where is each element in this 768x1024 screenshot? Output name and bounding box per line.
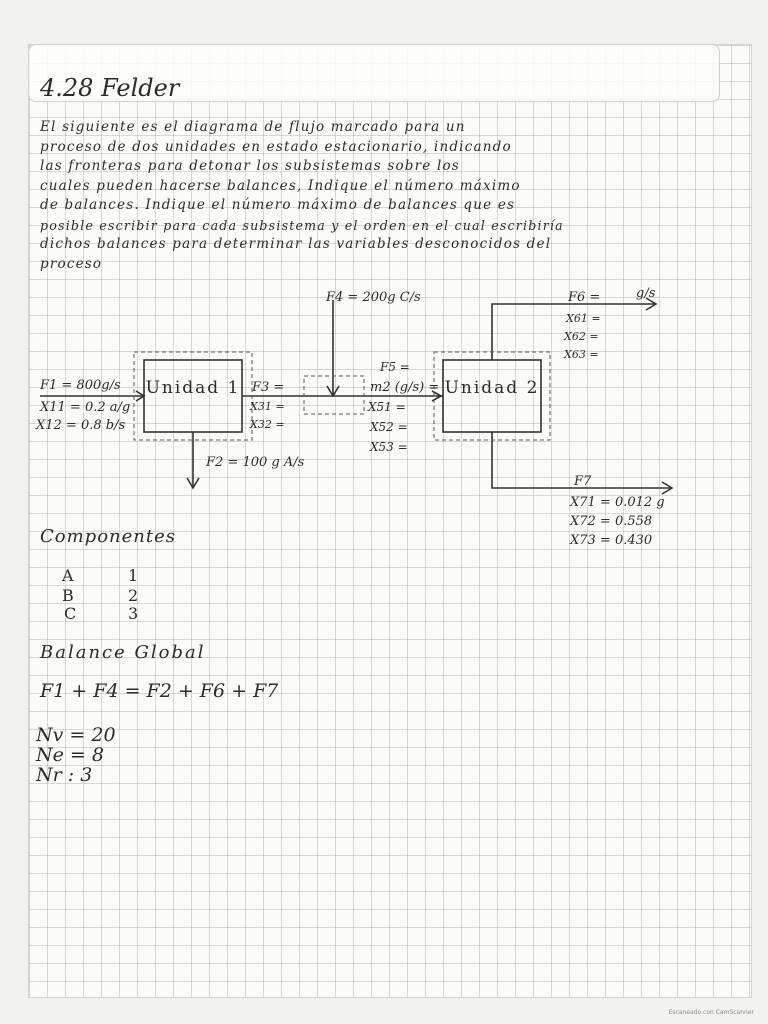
component-number: 3 [128,604,139,623]
page-title: 4.28 Felder [40,74,180,102]
component-letter: C [64,604,77,623]
x63-label: X63 = [564,348,599,361]
balance-equation: F1 + F4 = F2 + F6 + F7 [40,680,279,702]
nr-value: Nr : 3 [36,764,93,786]
problem-line: El siguiente es el diagrama de flujo marcado para un [40,119,466,135]
x72-label: X72 = 0.558 [570,514,653,529]
x12-label: X12 = 0.8 b/s [36,418,126,433]
component-number: 1 [128,566,139,585]
x71-label: X71 = 0.012 g [570,495,665,510]
x11-label: X11 = 0.2 a/g [40,400,131,415]
scanner-watermark: Escaneado con CamScanner [668,1009,754,1016]
problem-line: posible escribir para cada subsistema y el orden en el cual escribiría [40,217,564,233]
f4-label: F4 = 200g C/s [326,290,421,305]
component-letter: A [62,566,74,585]
component-letter: B [62,586,74,605]
f7-label: F7 [574,474,592,489]
x62-label: X62 = [564,330,599,343]
component-number: 2 [128,586,139,605]
componentes-title: Componentes [40,526,176,547]
unit2-label: Unidad 2 [444,378,540,398]
nv-value: Nv = 20 [36,724,116,746]
x32-label: X32 = [250,418,285,431]
f6-label: F6 = [568,290,601,305]
balance-title: Balance Global [40,642,206,663]
problem-line: de balances. Indique el número máximo de balances que es [40,197,516,213]
f6-unit-label: g/s [636,286,656,301]
problem-line: dichos balances para determinar las variables desconocidos del [40,236,552,252]
x51-label: X51 = [368,400,406,414]
f1-label: F1 = 800g/s [40,378,121,393]
problem-line: proceso de dos unidades en estado estacionario, indicando [40,138,512,155]
f3-label: F3 = [252,380,285,395]
f2-label: F2 = 100 g A/s [206,455,305,470]
m2-label: m2 (g/s) = [370,380,440,395]
x52-label: X52 = [370,420,408,434]
x53-label: X53 = [370,440,408,454]
problem-line: las fronteras para detonar los subsistemas sobre los [40,158,460,174]
x31-label: X31 = [250,400,285,413]
ne-value: Ne = 8 [36,744,104,766]
problem-line: proceso [40,255,103,272]
unit1-label: Unidad 1 [145,378,241,398]
x73-label: X73 = 0.430 [570,533,653,548]
x61-label: X61 = [566,312,601,325]
f5-label: F5 = [380,360,410,374]
problem-line: cuales pueden hacerse balances, Indique el número máximo [40,177,521,194]
